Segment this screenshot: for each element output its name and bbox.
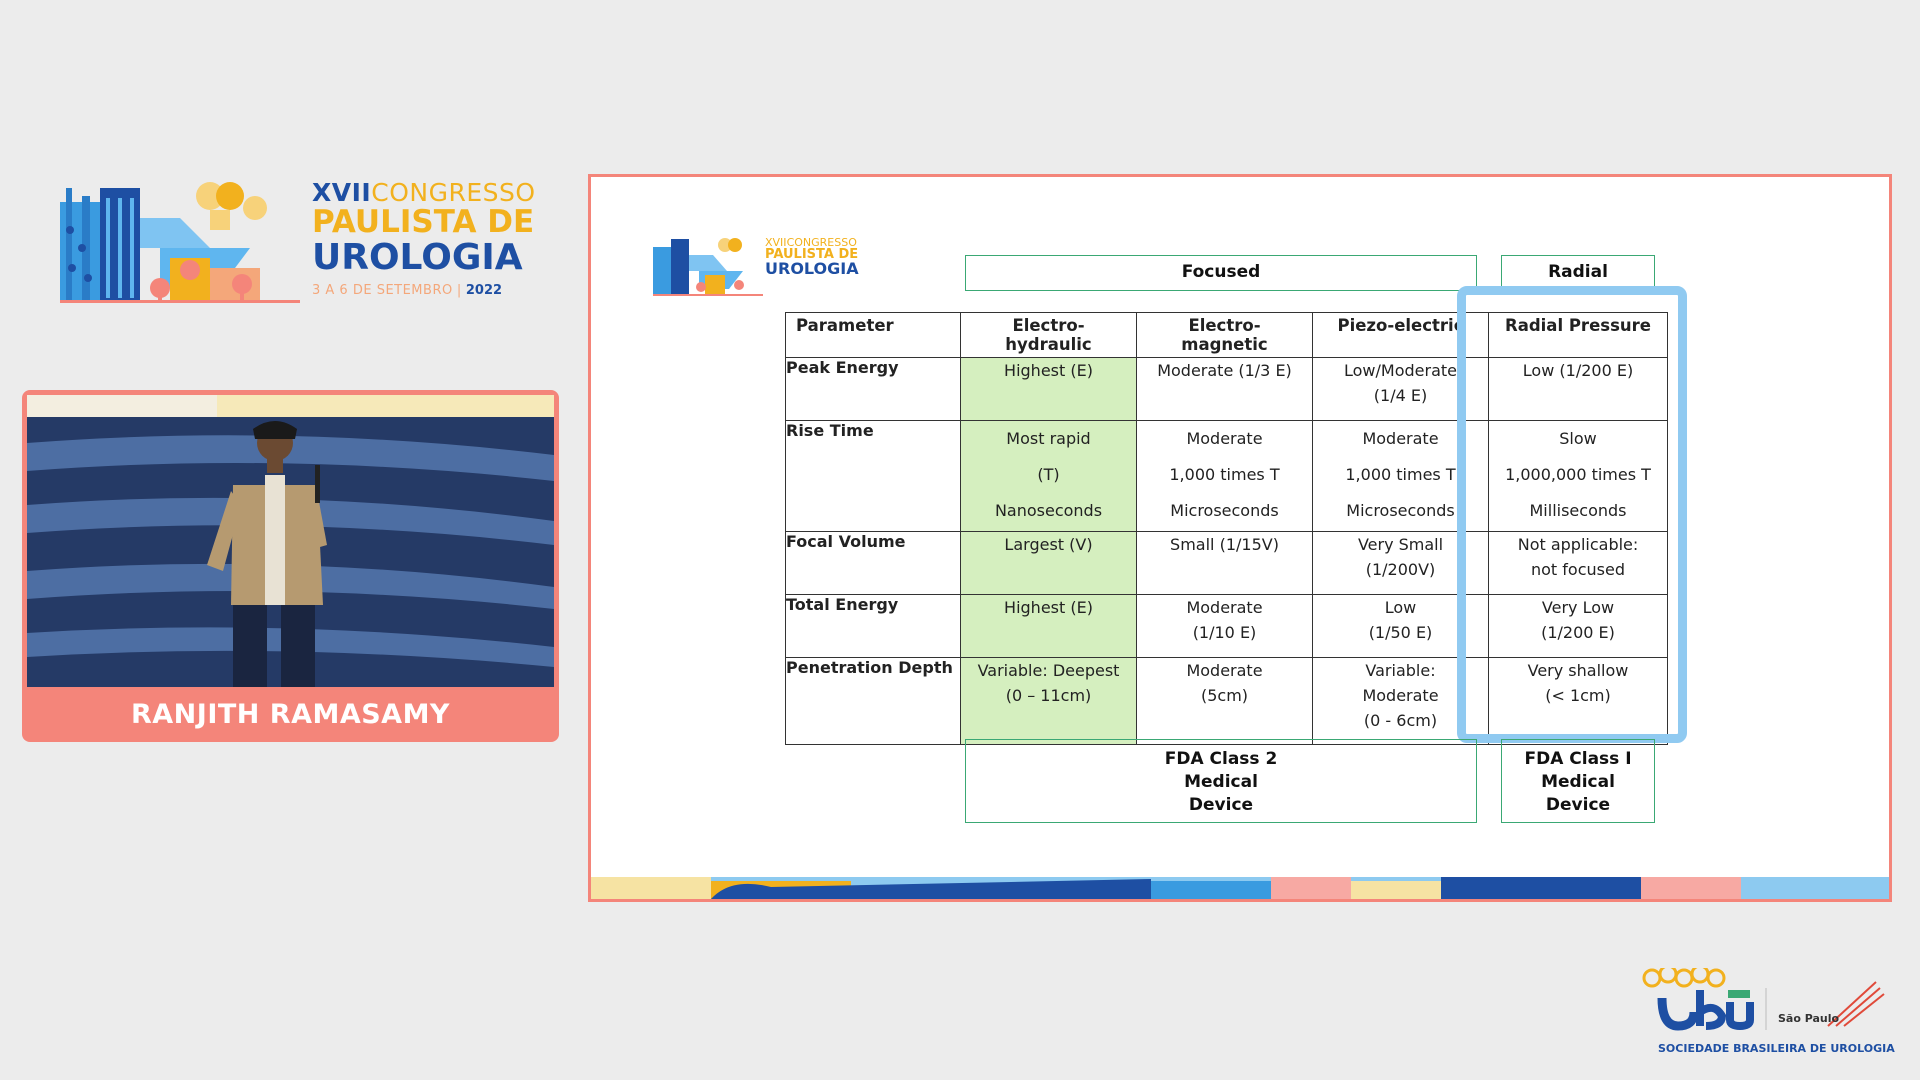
cell-line: Slow xyxy=(1559,429,1597,448)
cell-line: (0 – 11cm) xyxy=(1005,686,1092,705)
fda-class1-line: Medical xyxy=(1541,772,1615,792)
slide-conference-logo xyxy=(653,235,873,297)
cell-line: Moderate xyxy=(1362,686,1439,705)
mini-word2: PAULISTA DE xyxy=(765,247,859,262)
conference-year: 2022 xyxy=(465,283,503,298)
header-piezo-electric: Piezo-electric xyxy=(1313,313,1489,358)
cell-line: Low/Moderate xyxy=(1344,361,1457,380)
cell-line: (5cm) xyxy=(1200,686,1249,705)
cell-line: Small (1/15V) xyxy=(1170,535,1279,554)
header-parameter: Parameter xyxy=(786,313,961,358)
radial-group-header: Radial xyxy=(1501,255,1655,291)
cell-line: 1,000 times T xyxy=(1345,465,1456,484)
slide-decorative-band xyxy=(591,877,1892,899)
cell-line: Low (1/200 E) xyxy=(1522,361,1634,380)
fda-class2-line: Medical xyxy=(1184,772,1258,792)
table-cell xyxy=(1137,595,1313,658)
fda-class1-line: Device xyxy=(1545,795,1611,815)
speaker-name: RANJITH RAMASAMY xyxy=(130,699,450,730)
cell-line: Nanoseconds xyxy=(994,501,1103,520)
cell-line: Moderate xyxy=(1186,598,1263,617)
cell-line: Not applicable: xyxy=(1517,535,1639,554)
row-parameter: Focal Volume xyxy=(786,532,961,595)
row-parameter: Penetration Depth xyxy=(786,658,961,745)
speaker-video-frame xyxy=(27,395,554,687)
cell-line: Largest (V) xyxy=(1004,535,1093,554)
cell-line: 1,000,000 times T xyxy=(1505,465,1651,484)
cell-line: Most rapid xyxy=(1006,429,1091,448)
slide-skyline-icon xyxy=(653,235,763,297)
cell-line: Low xyxy=(1384,598,1417,617)
table-cell xyxy=(961,595,1137,658)
sbu-emblem-icon xyxy=(1638,968,1888,1040)
conference-skyline-icon xyxy=(60,178,300,310)
cell-line: Highest (E) xyxy=(1004,598,1093,617)
cell-line: (T) xyxy=(1037,465,1060,484)
cell-line: Microseconds xyxy=(1170,501,1279,520)
table-cell xyxy=(1137,658,1313,745)
cell-line: Variable: Deepest xyxy=(977,661,1120,680)
table-cell xyxy=(961,421,1137,532)
conference-logo xyxy=(60,178,536,310)
conference-word2: PAULISTA DE xyxy=(312,204,535,240)
fda-class1-box xyxy=(1501,739,1655,823)
cell-line: Highest (E) xyxy=(1004,361,1093,380)
header-electro-magnetic: Electro-magnetic xyxy=(1137,313,1313,358)
table-cell xyxy=(961,658,1137,745)
fda-class2-line: FDA Class 2 xyxy=(1164,749,1278,769)
sbu-region: São Paulo xyxy=(1778,1012,1840,1025)
conference-dates: 3 A 6 DE SETEMBRO xyxy=(312,283,453,298)
conference-roman: XVII xyxy=(312,178,372,207)
speaker-video-panel xyxy=(22,390,559,742)
table-cell xyxy=(1137,358,1313,421)
sbu-full-name: SOCIEDADE BRASILEIRA DE UROLOGIA xyxy=(1658,1042,1895,1055)
cell-line: not focused xyxy=(1531,560,1625,579)
cell-line: Moderate xyxy=(1362,429,1439,448)
table-cell xyxy=(961,532,1137,595)
fda-class2-line: Device xyxy=(1188,795,1254,815)
cell-line: (< 1cm) xyxy=(1545,686,1611,705)
row-parameter: Rise Time xyxy=(786,421,961,532)
mini-roman: XVII xyxy=(765,236,787,249)
cell-line: Moderate xyxy=(1186,429,1263,448)
cell-line: Moderate (1/3 E) xyxy=(1157,361,1292,380)
cell-line: Microseconds xyxy=(1346,501,1455,520)
table-cell xyxy=(961,358,1137,421)
header-electro-hydraulic: Electro-hydraulic xyxy=(961,313,1137,358)
cell-line: Very Small xyxy=(1357,535,1444,554)
mini-word3: UROLOGIA xyxy=(765,259,859,278)
focused-group-header: Focused xyxy=(965,255,1477,291)
table-cell xyxy=(1137,532,1313,595)
cell-line: (0 - 6cm) xyxy=(1363,711,1438,730)
row-parameter: Total Energy xyxy=(786,595,961,658)
table-cell xyxy=(1137,421,1313,532)
radial-column-highlight xyxy=(1457,286,1687,743)
cell-line: 1,000 times T xyxy=(1169,465,1280,484)
presentation-slide xyxy=(588,174,1892,902)
cell-line: Milliseconds xyxy=(1529,501,1627,520)
conference-separator: | xyxy=(456,283,462,298)
fda-class2-box xyxy=(965,739,1477,823)
mini-word1: CONGRESSO xyxy=(786,236,857,249)
cell-line: (1/4 E) xyxy=(1373,386,1428,405)
conference-word1: CONGRESSO xyxy=(371,178,536,207)
cell-line: (1/200V) xyxy=(1365,560,1436,579)
conference-word3: UROLOGIA xyxy=(312,237,523,278)
cell-line: Very Low xyxy=(1541,598,1615,617)
sbu-logo xyxy=(1638,968,1895,1058)
cell-line: Variable: xyxy=(1365,661,1436,680)
row-parameter: Peak Energy xyxy=(786,358,961,421)
speaker-video xyxy=(27,395,554,687)
cell-line: (1/10 E) xyxy=(1192,623,1257,642)
cell-line: Very shallow xyxy=(1527,661,1629,680)
fda-class1-line: FDA Class I xyxy=(1524,749,1632,769)
cell-line: Moderate xyxy=(1186,661,1263,680)
header-radial-pressure: Radial Pressure xyxy=(1489,313,1668,358)
cell-line: (1/50 E) xyxy=(1368,623,1433,642)
cell-line: (1/200 E) xyxy=(1541,623,1615,642)
